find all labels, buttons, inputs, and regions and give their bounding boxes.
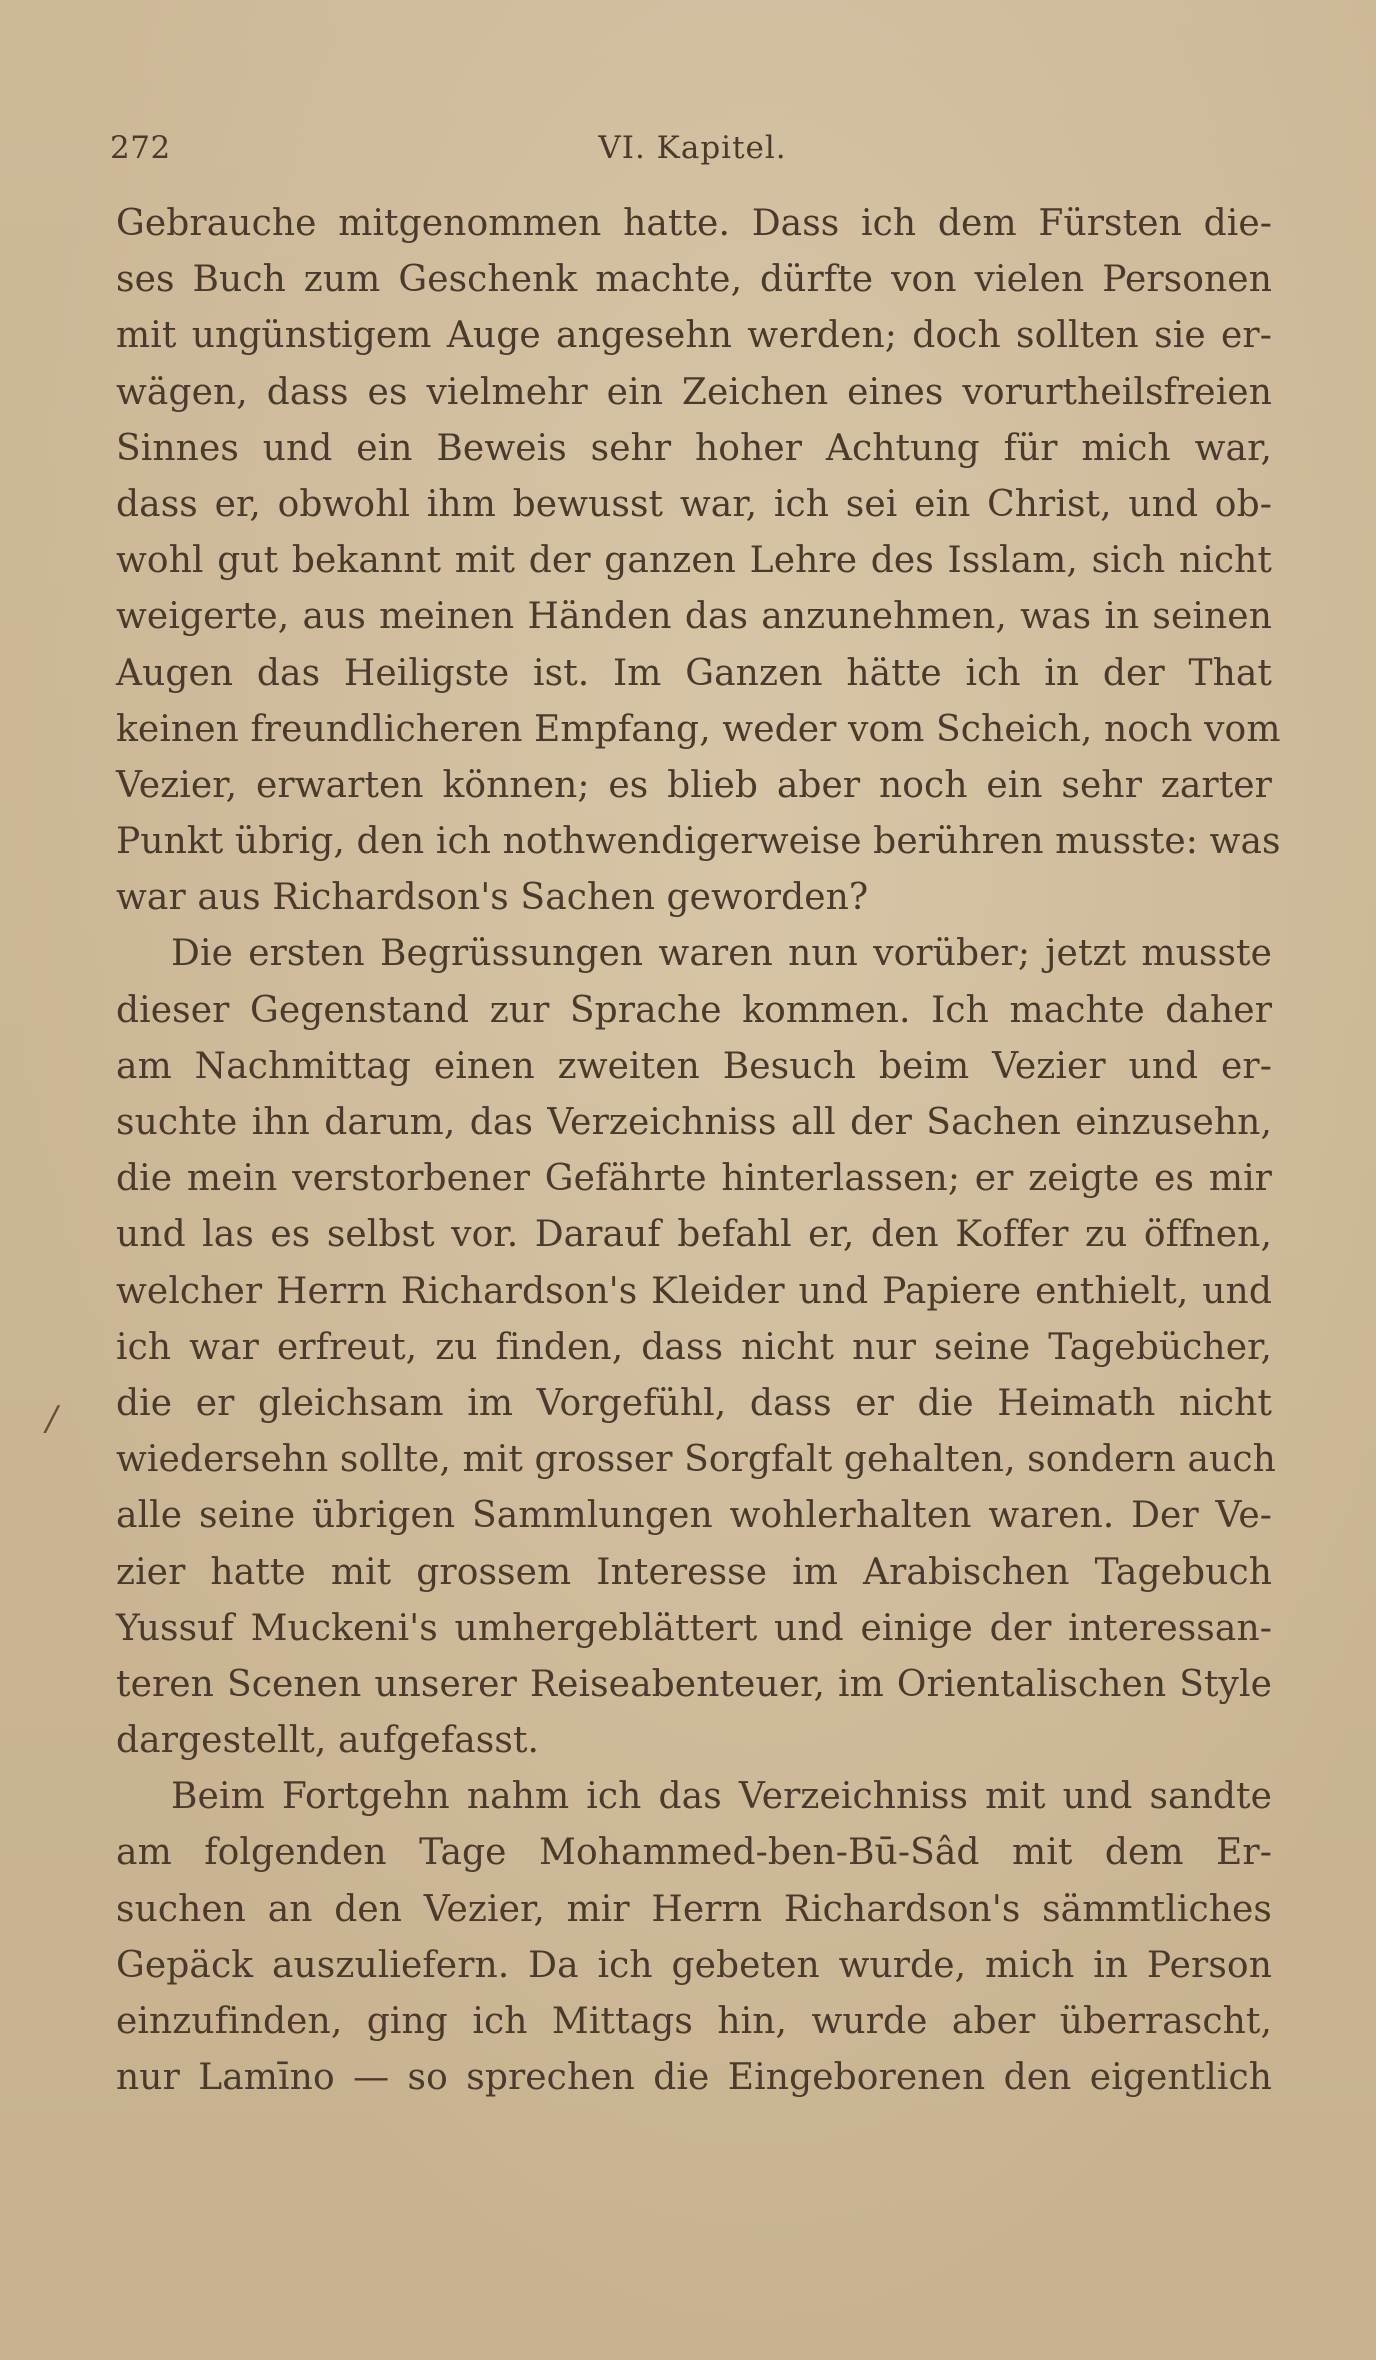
text-line: Beim Fortgehn nahm ich das Verzeichniss mit und sandte xyxy=(171,1776,1272,1818)
text-line: einzufinden, ging ich Mittags hin, wurde aber überrascht, xyxy=(116,2001,1272,2042)
margin-pencil-mark: / xyxy=(46,1399,58,1439)
text-line: die mein verstorbener Gefährte hinterlassen; er zeigte es mir xyxy=(116,1158,1272,1200)
text-line: Augen das Heiligste ist. Im Ganzen hätte ich in der That xyxy=(116,652,1272,694)
text-line: Gepäck auszuliefern. Da ich gebeten wurde, mich in Person xyxy=(116,1944,1272,1986)
running-head xyxy=(110,120,1275,176)
text-line: die er gleichsam im Vorgefühl, dass er die Heimath nicht xyxy=(116,1382,1272,1424)
text-line: alle seine übrigen Sammlungen wohlerhalten waren. Der Ve- xyxy=(116,1495,1272,1537)
chapter-title: VI. Kapitel. xyxy=(598,130,787,166)
text-line: wiedersehn sollte, mit grosser Sorgfalt gehalten, sondern auch xyxy=(116,1439,1276,1481)
text-line: am Nachmittag einen zweiten Besuch beim Vezier und er- xyxy=(116,1045,1272,1087)
text-line: keinen freundlicheren Empfang, weder vom Scheich, noch vom xyxy=(116,708,1281,750)
text-line: wägen, dass es vielmehr ein Zeichen eines vorurtheilsfreien xyxy=(116,371,1272,413)
text-line: dass er, obwohl ihm bewusst war, ich sei ein Christ, und ob- xyxy=(116,483,1272,525)
text-line: dargestellt, aufgefasst. xyxy=(116,1720,540,1762)
text-line: zier hatte mit grossem Interesse im Arabischen Tagebuch xyxy=(116,1551,1272,1593)
text-line: am folgenden Tage Mohammed-ben-Bū-Sâd mit dem Er- xyxy=(116,1832,1272,1874)
text-line: dieser Gegenstand zur Sprache kommen. Ich machte daher xyxy=(116,989,1272,1031)
text-line: Sinnes und ein Beweis sehr hoher Achtung für mich war, xyxy=(116,427,1272,469)
text-line: Die ersten Begrüssungen waren nun vorüber; jetzt musste xyxy=(171,933,1272,975)
text-line: und las es selbst vor. Darauf befahl er, den Koffer zu öffnen, xyxy=(116,1214,1272,1256)
text-line: wohl gut bekannt mit der ganzen Lehre des Isslam, sich nicht xyxy=(116,540,1272,582)
text-line: welcher Herrn Richardson's Kleider und Papiere enthielt, und xyxy=(116,1270,1272,1312)
text-line: Yussuf Muckeni's umhergeblättert und einige der interessan- xyxy=(116,1607,1272,1649)
text-line: mit ungünstigem Auge angesehn werden; doch sollten sie er- xyxy=(116,315,1272,357)
text-line: suchen an den Vezier, mir Herrn Richardson's sämmtliches xyxy=(116,1888,1272,1930)
text-line: nur Lamīno — so sprechen die Eingeborenen den eigentlich xyxy=(116,2057,1272,2099)
text-line: Vezier, erwarten können; es blieb aber noch ein sehr zarter xyxy=(116,764,1272,806)
text-line: ich war erfreut, zu finden, dass nicht nur seine Tagebücher, xyxy=(116,1326,1272,1368)
body-text xyxy=(116,196,1281,2106)
text-line: Punkt übrig, den ich nothwendigerweise berühren musste: was xyxy=(116,821,1281,863)
text-line: war aus Richardson's Sachen geworden? xyxy=(116,877,869,919)
page-number: 272 xyxy=(110,130,171,166)
text-line: teren Scenen unserer Reiseabenteuer, im Orientalischen Style xyxy=(116,1663,1272,1705)
text-line: suchte ihn darum, das Verzeichniss all der Sachen einzusehn, xyxy=(116,1102,1272,1143)
text-line: Gebrauche mitgenommen hatte. Dass ich dem Fürsten die- xyxy=(116,203,1272,244)
text-line: ses Buch zum Geschenk machte, dürfte von vielen Personen xyxy=(116,259,1272,301)
text-line: weigerte, aus meinen Händen das anzunehmen, was in seinen xyxy=(116,596,1272,638)
